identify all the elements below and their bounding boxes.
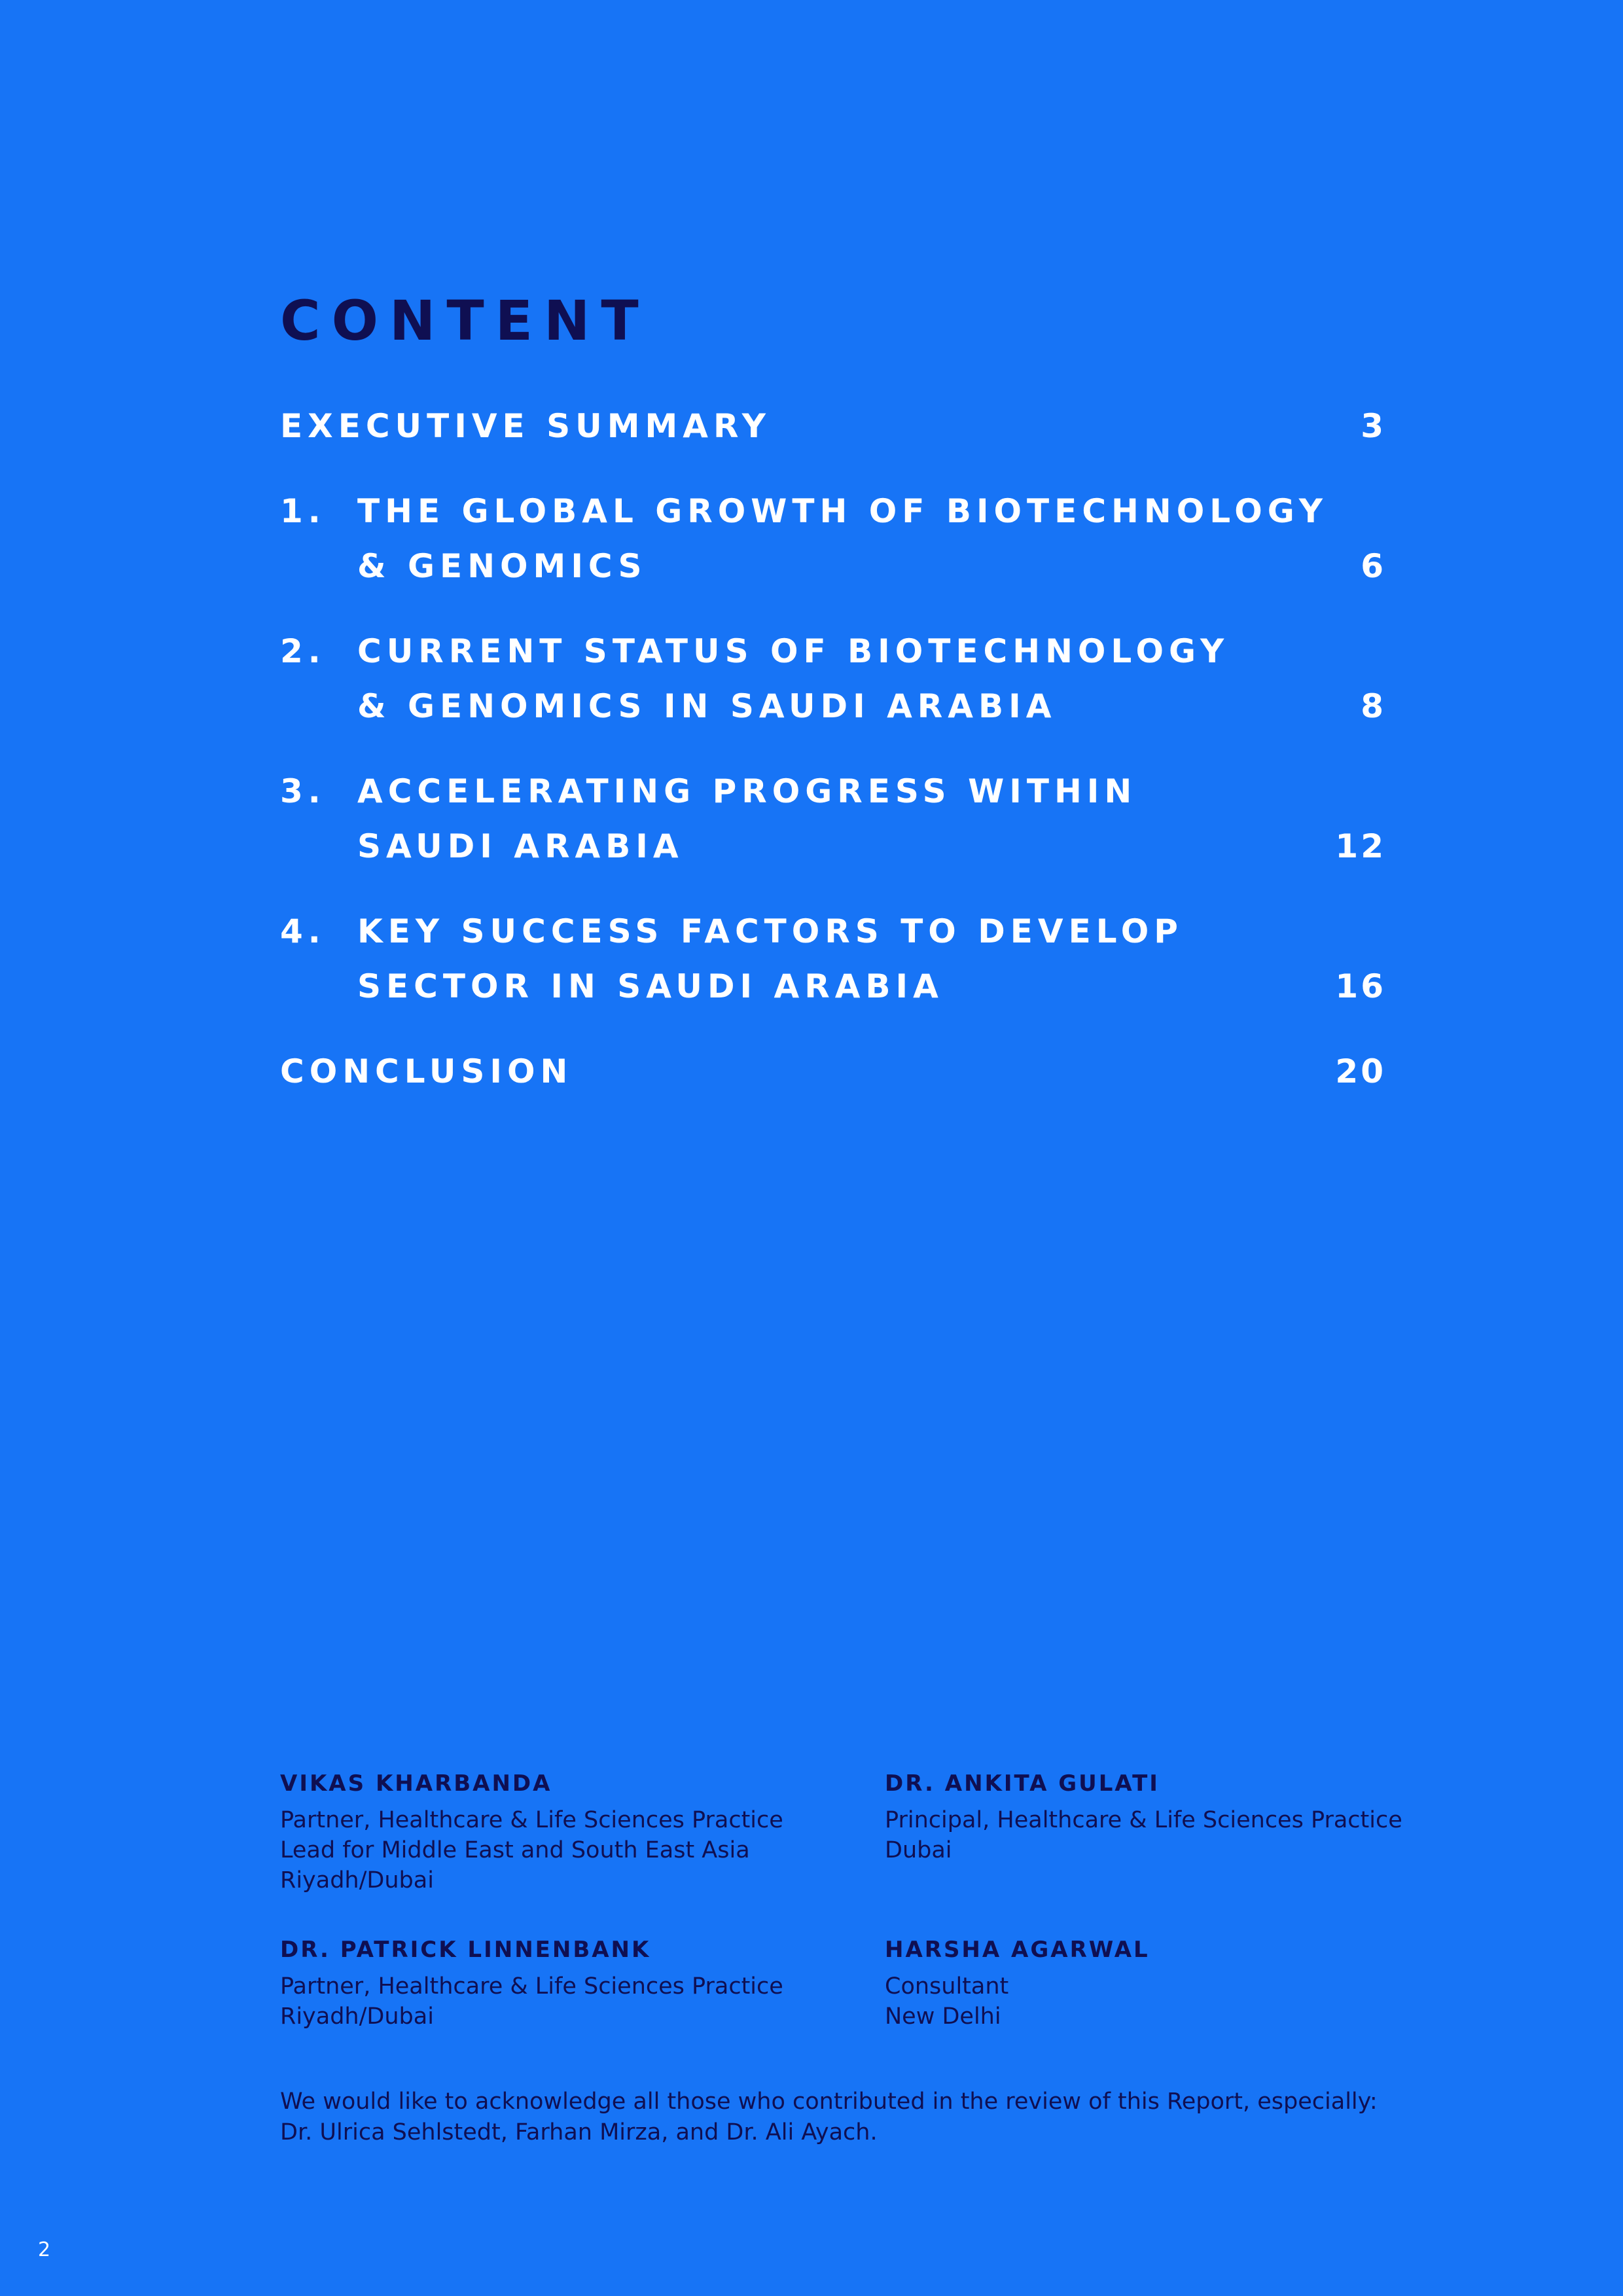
author-card: [885, 1935, 1474, 2032]
toc-entry-label: CURRENT STATUS OF BIOTECHNOLOGY: [357, 632, 1230, 670]
author-title: Partner, Healthcare & Life Sciences Practice: [280, 1807, 783, 1833]
author-location: New Delhi: [885, 2003, 1001, 2030]
author-title: Principal, Healthcare & Life Sciences Practice: [885, 1807, 1402, 1833]
toc-page-number: 16: [1335, 967, 1386, 1005]
author-name: VIKAS KHARBANDA: [280, 1770, 552, 1797]
toc-entry-conclusion[interactable]: [280, 1049, 1386, 1094]
page-number: 2: [38, 2238, 51, 2261]
toc-entry-label: ACCELERATING PROGRESS WITHIN: [357, 772, 1137, 810]
toc-entry-label: EXECUTIVE SUMMARY: [280, 407, 771, 445]
acknowledgement-line: We would like to acknowledge all those who contributed in the review of this Report, especially:: [280, 2089, 1378, 2115]
toc-section-number: 1.: [280, 492, 326, 530]
author-location: Riyadh/Dubai: [280, 1867, 434, 1893]
toc-entry-section-1-continued[interactable]: [280, 543, 1386, 589]
toc-page-number: 6: [1361, 547, 1386, 585]
acknowledgement: [280, 2087, 1393, 2148]
author-name: HARSHA AGARWAL: [885, 1937, 1150, 1963]
author-title: Partner, Healthcare & Life Sciences Practice: [280, 1973, 783, 2000]
author-card: [280, 1935, 869, 2032]
toc-entry-label: THE GLOBAL GROWTH OF BIOTECHNOLOGY: [357, 492, 1328, 530]
toc-entry-section-3[interactable]: [280, 768, 1386, 814]
toc-page-number: 3: [1361, 407, 1386, 445]
toc-entry-section-2[interactable]: [280, 628, 1386, 674]
author-card: [885, 1768, 1474, 1865]
acknowledgement-line: Dr. Ulrica Sehlstedt, Farhan Mirza, and Dr. Ali Ayach.: [280, 2119, 878, 2145]
toc-page-number: 12: [1335, 827, 1386, 865]
author-title: Consultant: [885, 1973, 1009, 2000]
toc-entry-section-1[interactable]: [280, 488, 1386, 534]
toc-entry-label: & GENOMICS IN SAUDI ARABIA: [357, 687, 1057, 725]
toc-section-number: 2.: [280, 632, 326, 670]
author-title: Lead for Middle East and South East Asia: [280, 1837, 750, 1863]
table-of-contents: [280, 0, 1386, 1113]
toc-section-number: 3.: [280, 772, 326, 810]
author-name: DR. ANKITA GULATI: [885, 1770, 1160, 1797]
toc-page-number: 20: [1335, 1052, 1386, 1090]
toc-entry-label: SECTOR IN SAUDI ARABIA: [357, 967, 944, 1005]
author-card: [280, 1768, 869, 1895]
toc-entry-section-4[interactable]: [280, 908, 1386, 954]
author-name: DR. PATRICK LINNENBANK: [280, 1937, 651, 1963]
toc-section-number: 4.: [280, 912, 326, 950]
toc-entry-section-3-continued[interactable]: [280, 823, 1386, 869]
toc-entry-label: KEY SUCCESS FACTORS TO DEVELOP: [357, 912, 1183, 950]
toc-entry-label: & GENOMICS: [357, 547, 647, 585]
author-location: Riyadh/Dubai: [280, 2003, 434, 2030]
author-location: Dubai: [885, 1837, 952, 1863]
toc-entry-label: SAUDI ARABIA: [357, 827, 684, 865]
toc-entry-section-4-continued[interactable]: [280, 963, 1386, 1009]
toc-entry-section-2-continued[interactable]: [280, 683, 1386, 729]
toc-entry-executive-summary[interactable]: [280, 403, 1386, 449]
page-title: CONTENT: [280, 289, 650, 353]
toc-entry-label: CONCLUSION: [280, 1052, 573, 1090]
toc-page-number: 8: [1361, 687, 1386, 725]
